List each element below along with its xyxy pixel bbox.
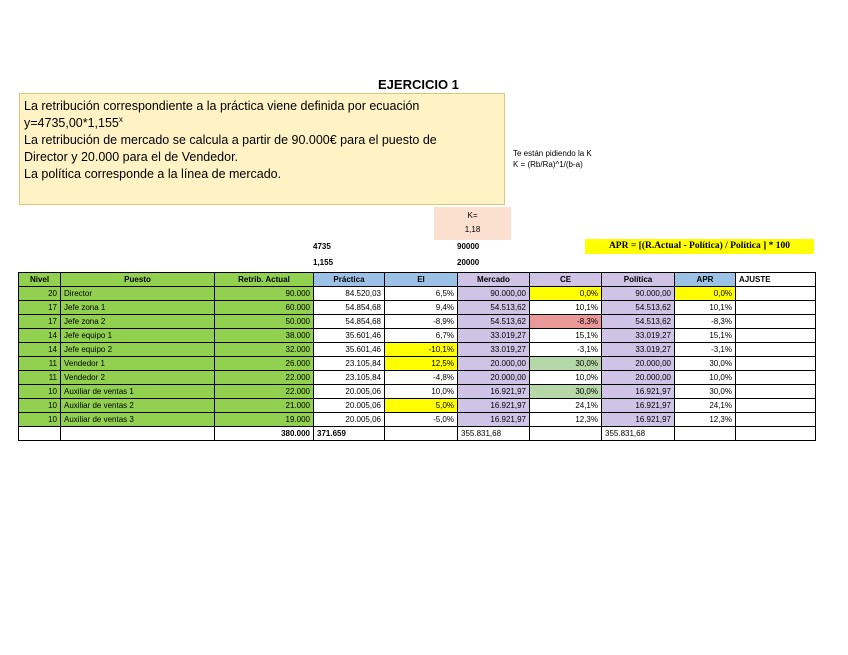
table-cell[interactable]: 90.000,00: [602, 287, 675, 301]
table-cell[interactable]: 54.854,68: [314, 315, 385, 329]
table-cell[interactable]: 0,0%: [530, 287, 602, 301]
table-cell[interactable]: 20.000,00: [458, 371, 530, 385]
table-cell[interactable]: [61, 427, 215, 441]
table-cell[interactable]: [736, 399, 816, 413]
table-cell[interactable]: 23.105,84: [314, 371, 385, 385]
table-cell[interactable]: 90.000,00: [458, 287, 530, 301]
table-header-row: [19, 273, 816, 287]
table-cell[interactable]: 33.019,27: [458, 329, 530, 343]
table-cell[interactable]: -3,1%: [530, 343, 602, 357]
table-cell[interactable]: 6,5%: [385, 287, 458, 301]
table-cell[interactable]: 54.513,62: [602, 315, 675, 329]
table-cell[interactable]: -3,1%: [675, 343, 736, 357]
table-cell[interactable]: 19.000: [215, 413, 314, 427]
table-cell[interactable]: 16.921,97: [602, 399, 675, 413]
table-cell[interactable]: 16.921,97: [458, 385, 530, 399]
table-cell[interactable]: -10,1%: [385, 343, 458, 357]
table-cell[interactable]: 17: [19, 315, 61, 329]
hint-line-2: K = (Rb/Ra)^1/(b-a): [513, 160, 583, 169]
statement-box: [19, 93, 505, 205]
table-cell[interactable]: 54.513,62: [602, 301, 675, 315]
mercado-param-b: 20000: [457, 258, 480, 267]
total-mercado[interactable]: 355.831,68: [458, 427, 530, 441]
table-cell[interactable]: 15,1%: [530, 329, 602, 343]
table-cell[interactable]: 54.854,68: [314, 301, 385, 315]
table-cell[interactable]: 33.019,27: [602, 329, 675, 343]
table-cell[interactable]: -8,9%: [385, 315, 458, 329]
table-cell[interactable]: 50.000: [215, 315, 314, 329]
table-cell[interactable]: [736, 343, 816, 357]
table-cell[interactable]: 11: [19, 357, 61, 371]
table-cell[interactable]: 24,1%: [675, 399, 736, 413]
table-cell[interactable]: -8,3%: [675, 315, 736, 329]
table-cell[interactable]: 16.921,97: [458, 399, 530, 413]
table-cell[interactable]: 20.005,06: [314, 399, 385, 413]
table-cell[interactable]: 54.513,62: [458, 301, 530, 315]
table-row: [19, 301, 816, 315]
table-cell[interactable]: 10: [19, 385, 61, 399]
mercado-param-a: 90000: [457, 242, 480, 251]
table-row: [19, 399, 816, 413]
statement-line-2: $y=4735,00*1,155^x$: [24, 114, 123, 130]
header-cell[interactable]: AJUSTE: [736, 273, 816, 287]
table-cell[interactable]: 20.000,00: [458, 357, 530, 371]
table-cell[interactable]: 30,0%: [675, 385, 736, 399]
table-cell[interactable]: 14: [19, 343, 61, 357]
table-row: [19, 329, 816, 343]
table-cell[interactable]: 60.000: [215, 301, 314, 315]
table-row: [19, 413, 816, 427]
header-cell[interactable]: Mercado: [458, 273, 530, 287]
table-cell[interactable]: Auxiliar de ventas 3: [61, 413, 215, 427]
table-cell[interactable]: 10: [19, 399, 61, 413]
k-label: K=: [467, 211, 478, 220]
hint-line-1: Te están pidiendo la K: [513, 149, 592, 158]
table-cell[interactable]: 33.019,27: [458, 343, 530, 357]
table-cell[interactable]: 14: [19, 329, 61, 343]
table-cell[interactable]: 20.005,06: [314, 413, 385, 427]
table-cell[interactable]: Jefe equipo 1: [61, 329, 215, 343]
header-cell[interactable]: EI: [385, 273, 458, 287]
hint-note: [513, 148, 592, 170]
table-cell[interactable]: [736, 301, 816, 315]
table-cell[interactable]: [736, 427, 816, 441]
table-cell[interactable]: Director: [61, 287, 215, 301]
table-cell[interactable]: 16.921,97: [458, 413, 530, 427]
statement-line-4: Director y 20.000 para el de Vendedor.: [24, 150, 239, 164]
table-cell[interactable]: Vendedor 1: [61, 357, 215, 371]
table-cell[interactable]: 22.000: [215, 385, 314, 399]
practica-param-a: 4735: [313, 242, 331, 251]
k-box: [434, 207, 511, 240]
table-row: [19, 315, 816, 329]
table-cell[interactable]: [385, 427, 458, 441]
table-cell[interactable]: 9,4%: [385, 301, 458, 315]
table-cell[interactable]: 10,1%: [675, 301, 736, 315]
table-row: [19, 287, 816, 301]
table-cell[interactable]: 10: [19, 413, 61, 427]
table-cell[interactable]: 20.005,06: [314, 385, 385, 399]
salary-table: [18, 272, 816, 441]
header-cell[interactable]: Retrib. Actual: [215, 273, 314, 287]
total-retrib[interactable]: 380.000: [215, 427, 314, 441]
table-row: [19, 385, 816, 399]
table-cell[interactable]: 24,1%: [530, 399, 602, 413]
table-cell[interactable]: -8,3%: [530, 315, 602, 329]
table-cell[interactable]: 20.000,00: [602, 371, 675, 385]
table-cell[interactable]: [736, 371, 816, 385]
header-cell[interactable]: Práctica: [314, 273, 385, 287]
table-cell[interactable]: Auxiliar de ventas 1: [61, 385, 215, 399]
table-cell[interactable]: 22.000: [215, 371, 314, 385]
statement-line-3: La retribución de mercado se calcula a partir de 90.000€ para el puesto de: [24, 133, 437, 147]
table-cell[interactable]: 16.921,97: [602, 385, 675, 399]
sheet-title: EJERCICIO 1: [378, 77, 459, 92]
table-cell[interactable]: 35.601,46: [314, 343, 385, 357]
table-cell[interactable]: 12,5%: [385, 357, 458, 371]
table-cell[interactable]: Jefe equipo 2: [61, 343, 215, 357]
table-cell[interactable]: [19, 427, 61, 441]
table-cell[interactable]: Jefe zona 1: [61, 301, 215, 315]
table-cell[interactable]: 16.921,97: [602, 413, 675, 427]
table-cell[interactable]: 10,1%: [530, 301, 602, 315]
table-cell[interactable]: 90.000: [215, 287, 314, 301]
total-politica[interactable]: 355.831,68: [602, 427, 675, 441]
table-cell[interactable]: 6,7%: [385, 329, 458, 343]
table-cell[interactable]: 12,3%: [675, 413, 736, 427]
table-cell[interactable]: 33.019,27: [602, 343, 675, 357]
table-cell[interactable]: 26.000: [215, 357, 314, 371]
table-cell[interactable]: 20.000,00: [602, 357, 675, 371]
table-cell[interactable]: Vendedor 2: [61, 371, 215, 385]
table-row: [19, 357, 816, 371]
table-cell[interactable]: 0,0%: [675, 287, 736, 301]
table-cell[interactable]: 35.601,46: [314, 329, 385, 343]
table-cell[interactable]: 20: [19, 287, 61, 301]
table-cell[interactable]: 21.000: [215, 399, 314, 413]
table-cell[interactable]: 10,0%: [530, 371, 602, 385]
practica-param-b: 1,155: [313, 258, 334, 267]
totals-row: [19, 427, 816, 441]
table-cell[interactable]: 12,3%: [530, 413, 602, 427]
header-cell[interactable]: Política: [602, 273, 675, 287]
table-cell[interactable]: Jefe zona 2: [61, 315, 215, 329]
table-cell[interactable]: 15,1%: [675, 329, 736, 343]
table-cell[interactable]: Auxiliar de ventas 2: [61, 399, 215, 413]
table-cell[interactable]: 32.000: [215, 343, 314, 357]
table-row: [19, 343, 816, 357]
table-cell[interactable]: 30,0%: [530, 385, 602, 399]
statement-line-5: La política corresponde a la línea de mercado.: [24, 167, 282, 181]
table-cell[interactable]: [736, 357, 816, 371]
table-cell[interactable]: 5,0%: [385, 399, 458, 413]
header-cell[interactable]: CE: [530, 273, 602, 287]
table-cell[interactable]: 30,0%: [530, 357, 602, 371]
table-cell[interactable]: 30,0%: [675, 357, 736, 371]
table-cell[interactable]: 17: [19, 301, 61, 315]
table-cell[interactable]: [736, 315, 816, 329]
table-cell[interactable]: [675, 427, 736, 441]
statement-line-1: La retribución correspondiente a la práctica viene definida por ecuación: [24, 99, 420, 113]
table-cell[interactable]: [736, 287, 816, 301]
k-value: 1,18: [464, 225, 481, 234]
table-cell[interactable]: 11: [19, 371, 61, 385]
total-practica[interactable]: 371.659: [314, 427, 385, 441]
table-cell[interactable]: [736, 413, 816, 427]
table-cell[interactable]: 54.513,62: [458, 315, 530, 329]
table-cell[interactable]: [530, 427, 602, 441]
table-cell[interactable]: -4,8%: [385, 371, 458, 385]
table-cell[interactable]: 38.000: [215, 329, 314, 343]
header-cell[interactable]: APR: [675, 273, 736, 287]
table-cell[interactable]: 10,0%: [385, 385, 458, 399]
header-cell[interactable]: Puesto: [61, 273, 215, 287]
header-cell[interactable]: Nivel: [19, 273, 61, 287]
table-cell[interactable]: 10,0%: [675, 371, 736, 385]
table-row: [19, 371, 816, 385]
table-cell[interactable]: 23.105,84: [314, 357, 385, 371]
table-cell[interactable]: -5,0%: [385, 413, 458, 427]
table-cell[interactable]: [736, 385, 816, 399]
table-cell[interactable]: [736, 329, 816, 343]
table-cell[interactable]: 84.520,03: [314, 287, 385, 301]
apr-formula: APR = [(R.Actual - Política) / Política ] * 100: [585, 239, 814, 254]
